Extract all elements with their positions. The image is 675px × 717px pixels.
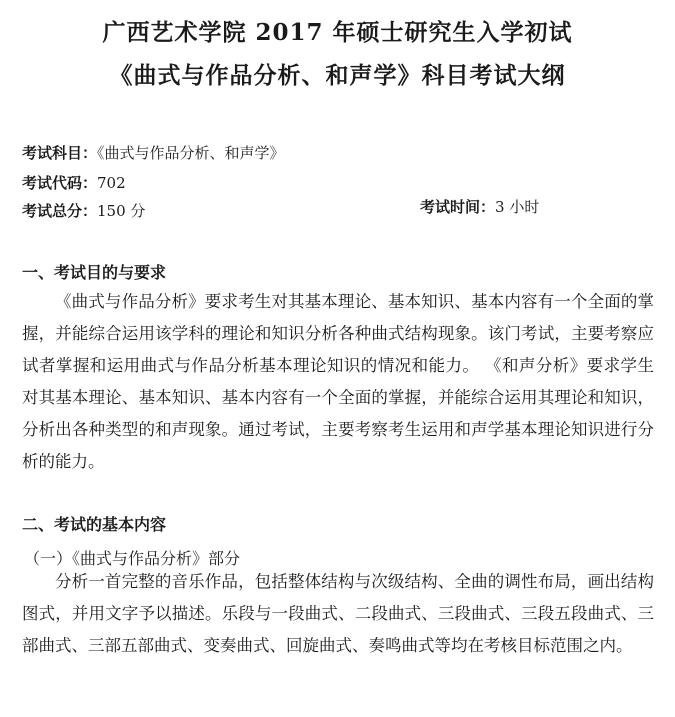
- document-title-line2: 《曲式与作品分析、和声学》科目考试大纲: [109, 62, 566, 89]
- exam-subject: [22, 142, 285, 163]
- exam-score: [22, 200, 145, 221]
- exam-code-value: 702: [97, 174, 126, 192]
- section2-heading: 二、考试的基本内容: [22, 515, 167, 534]
- exam-time-value: 3 小时: [495, 198, 540, 216]
- document-title-line1: 广西艺术学院 2017 年硕士研究生入学初试: [102, 19, 573, 46]
- section1-paragraph: 《曲式与作品分析》要求考生对其基本理论、基本知识、基本内容有一个全面的掌握，并能综合运用该学科的理论和知识分析各种曲式结构现象。该门考试，主要考察应试者掌握和运用曲式与作品分析基本理论知识的情况和能力。 《和声分析》要求学生对其基本理论、基本知识、基本内容有一个全面的掌握，并能综合运用其理论和知识，分析出各种类型的和声现象。通过考试，主要考察考生运用和声学基本理论知识进行分析的能力。: [22, 292, 654, 471]
- section2-paragraph: 分析一首完整的音乐作品，包括整体结构与次级结构、全曲的调性布局，画出结构图式，并用文字予以描述。乐段与一段曲式、二段曲式、三段曲式、三段五段曲式、三部曲式、三部五部曲式、变奏曲式、回旋曲式、奏鸣曲式等均在考核目标范围之内。: [22, 572, 654, 655]
- exam-subject-label: 考试科目：: [22, 144, 98, 162]
- exam-code: [22, 172, 126, 193]
- section2-subheading: （一）《曲式与作品分析》部分: [24, 549, 241, 568]
- exam-time: [420, 196, 539, 217]
- section1-heading: 一、考试目的与要求: [22, 263, 167, 282]
- exam-subject-value: 《曲式与作品分析、和声学》: [97, 144, 285, 162]
- exam-score-value: 150 分: [97, 202, 146, 220]
- exam-score-label: 考试总分：: [22, 202, 98, 220]
- exam-code-label: 考试代码：: [22, 174, 98, 192]
- exam-time-label: 考试时间：: [420, 198, 496, 216]
